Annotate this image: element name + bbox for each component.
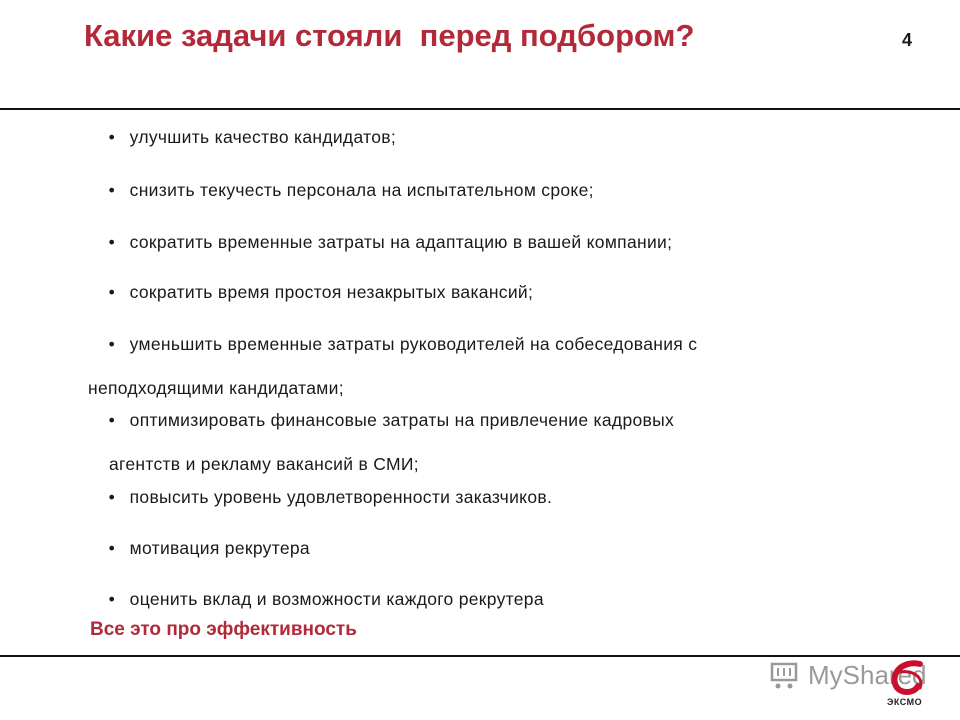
- page-number: 4: [901, 30, 912, 50]
- bullet-dot-icon: •: [108, 232, 116, 252]
- bullet-text: улучшить качество кандидатов;: [129, 127, 397, 147]
- bullet-dot-icon: •: [108, 334, 116, 354]
- bullet-text: мотивация рекрутера: [129, 538, 310, 558]
- logo-text: ЭКСМО: [887, 697, 923, 707]
- bullet-dot-icon: •: [108, 589, 116, 609]
- bullet-continuation: неподходящими кандидатами;: [88, 378, 344, 398]
- bullet-dot-icon: •: [108, 410, 116, 430]
- bullet-text: оценить вклад и возможности каждого рекрутера: [129, 589, 544, 609]
- bullet-continuation: агентств и рекламу вакансий в СМИ;: [109, 454, 419, 474]
- bullet-dot-icon: •: [108, 127, 116, 147]
- bullet-text: сократить время простоя незакрытых вакансий;: [129, 282, 534, 302]
- watermark-text: MyShared: [808, 659, 927, 690]
- eksmo-logo-icon: [880, 656, 940, 716]
- bullet-dot-icon: •: [108, 282, 116, 302]
- bullet-dot-icon: •: [108, 180, 116, 200]
- bullet-text: оптимизировать финансовые затраты на привлечение кадровых: [129, 410, 675, 430]
- bullet-text: сократить временные затраты на адаптацию в вашей компании;: [129, 232, 673, 252]
- bottom-divider: [0, 655, 960, 657]
- bullet-text: снизить текучесть персонала на испытательном сроке;: [129, 180, 594, 200]
- cart-icon: [768, 658, 802, 692]
- bullet-text: уменьшить временные затраты руководителей на собеседования с: [129, 334, 698, 354]
- slide-title: Какие задачи стояли перед подбором?: [84, 18, 695, 53]
- conclusion-text: Все это про эффективность: [90, 619, 357, 640]
- bullet-text: повысить уровень удовлетворенности заказчиков.: [129, 487, 553, 507]
- bullet-dot-icon: •: [108, 538, 116, 558]
- bullet-dot-icon: •: [108, 487, 116, 507]
